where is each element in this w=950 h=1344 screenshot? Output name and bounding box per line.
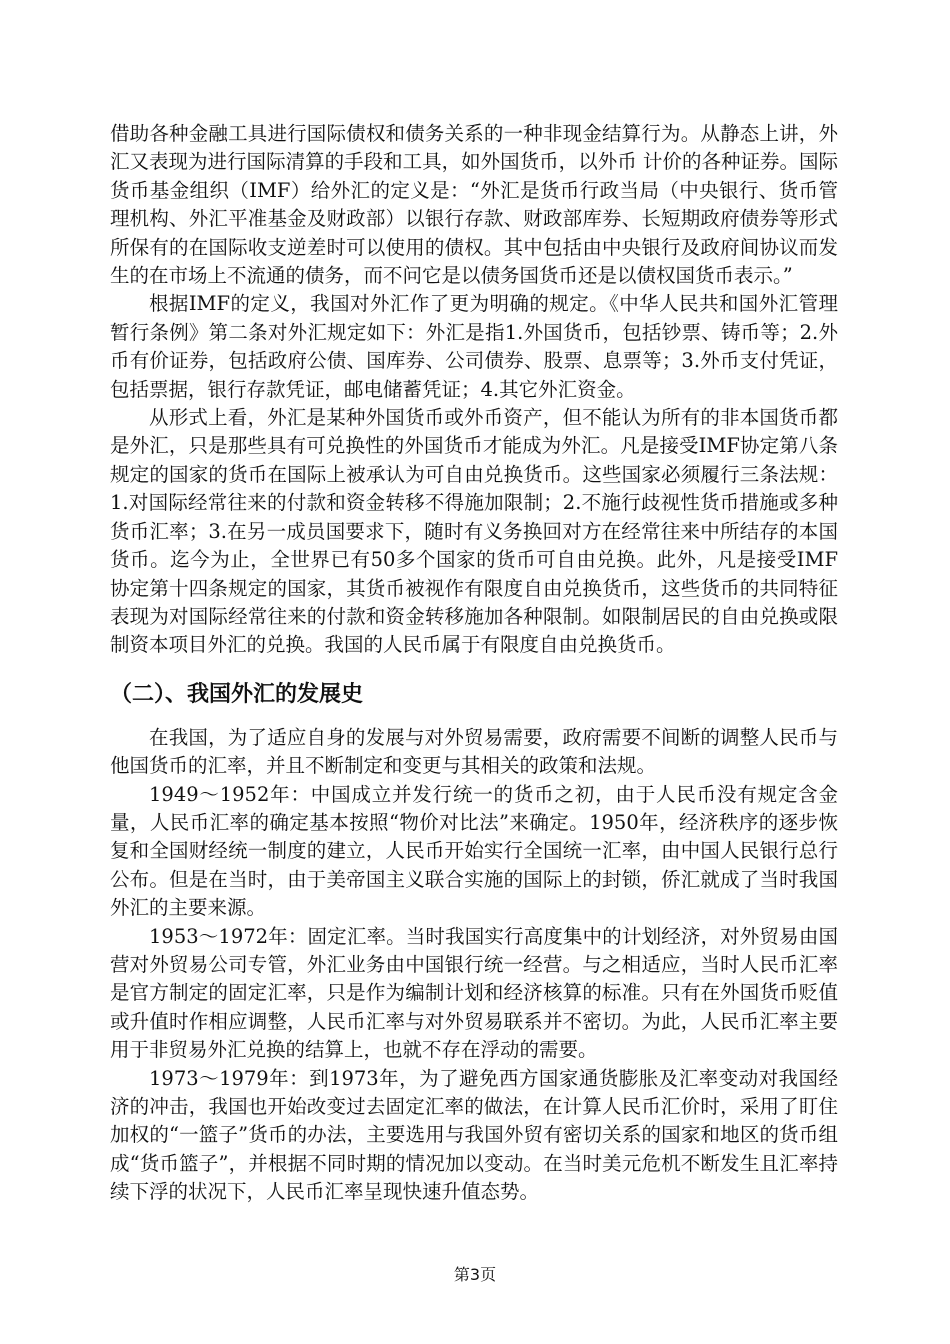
document-body [110, 120, 838, 1207]
paragraph-history-intro: 在我国，为了适应自身的发展与对外贸易需要，政府需要不间断的调整人民币与他国货币的汇率，并且不断制定和变更与其相关的政策和法规。 [110, 725, 838, 778]
paragraph-convertibility: 从形式上看，外汇是某种外国货币或外币资产，但不能认为所有的非本国货币都是外汇，只是那些具有可兑换性的外国货币才能成为外汇。凡是接受IMF协定第八条规定的国家的货币在国际上被承认为可自由兑换货币。这些国家必须履行三条法规：1.对国际经常往来的付款和资金转移不得施加限制；2.不施行歧视性货币措施或多种货币汇率；3.在另一成员国要求下，随时有义务换回对方在经常往来中所结存的本国货币。迄今为止，全世界已有50多个国家的货币可自由兑换。此外，凡是接受IMF协定第十四条规定的国家，其货币被视作有限度自由兑换货币，这些货币的共同特征表现为对国际经常往来的付款和资金转移施加各种限制。如限制居民的自由兑换或限制资本项目外汇的兑换。我国的人民币属于有限度自由兑换货币。 [110, 406, 838, 657]
paragraph-history-1949-1952: 1949～1952年：中国成立并发行统一的货币之初，由于人民币没有规定含金量，人民币汇率的确定基本按照“物价对比法”来确定。1950年，经济秩序的逐步恢复和全国财经统一制度的建立，人民币开始实行全国统一汇率，由中国人民银行总行公布。但是在当时，由于美帝国主义联合实施的国际上的封锁，侨汇就成了当时我国外汇的主要来源。 [110, 782, 838, 920]
paragraph-history-1973-1979: 1973～1979年：到1973年，为了避免西方国家通货膨胀及汇率变动对我国经济的冲击，我国也开始改变过去固定汇率的做法，在计算人民币汇价时，采用了盯住加权的“一篮子”货币的办法，主要选用与我国外贸有密切关系的国家和地区的货币组成“货币篮子”，并根据不同时期的情况加以变动。在当时美元危机不断发生且汇率持续下浮的状况下，人民币汇率呈现快速升值态势。 [110, 1066, 838, 1204]
paragraph-history-1953-1972: 1953～1972年：固定汇率。当时我国实行高度集中的计划经济，对外贸易由国营对外贸易公司专管，外汇业务由中国银行统一经营。与之相适应，当时人民币汇率是官方制定的固定汇率，只是作为编制计划和经济核算的标准。只有在外国货币贬值或升值时作相应调整，人民币汇率与对外贸易联系并不密切。为此，人民币汇率主要用于非贸易外汇兑换的结算上，也就不存在浮动的需要。 [110, 924, 838, 1062]
page-number: 第3页 [453, 1265, 497, 1284]
paragraph-imf-definition-china: 根据IMF的定义，我国对外汇作了更为明确的规定。《中华人民共和国外汇管理暂行条例》第二条对外汇规定如下：外汇是指1.外国货币，包括钞票、铸币等；2.外币有价证券，包括政府公债、国库券、公司债券、股票、息票等；3.外币支付凭证，包括票据，银行存款凭证，邮电储蓄凭证；4.其它外汇资金。 [110, 292, 838, 401]
paragraph-foreign-exchange-definition: 借助各种金融工具进行国际债权和债务关系的一种非现金结算行为。从静态上讲，外汇又表现为进行国际清算的手段和工具，如外国货币，以外币 计价的各种证券。国际货币基金组织（IMF）给外汇的定义是：“外汇是货币行政当局（中央银行、货币管理机构、外汇平准基金及财政部）以银行存款、财政部库券、长短期政府债券等形式所保有的在国际收支逆差时可以使用的债权。其中包括由中央银行及政府间协议而发生的在市场上不流通的债务，而不问它是以债务国货币还是以债权国货币表示。” [110, 122, 838, 288]
section-heading: （二）、我国外汇的发展史 [110, 681, 364, 707]
